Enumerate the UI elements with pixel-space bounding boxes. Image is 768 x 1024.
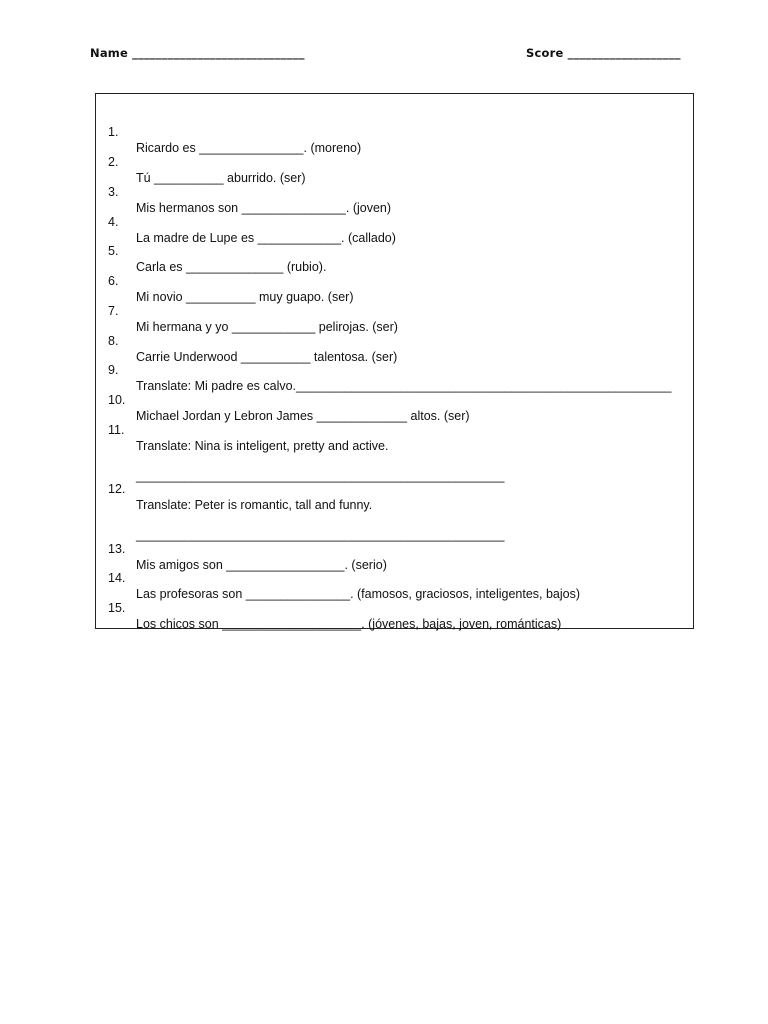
answer-blank: _____________________________________________________ bbox=[136, 469, 505, 483]
name-field-label: Name _____________________________ bbox=[90, 46, 305, 60]
question-text: Carla es ______________ (rubio). bbox=[136, 260, 327, 274]
question-number: 7. bbox=[108, 304, 119, 318]
question-number: 2. bbox=[108, 155, 119, 169]
question-text: La madre de Lupe es ____________. (callado) bbox=[136, 231, 396, 245]
question-number: 4. bbox=[108, 215, 119, 229]
question-number: 6. bbox=[108, 274, 119, 288]
question-text: Mis amigos son _________________. (serio) bbox=[136, 558, 387, 572]
question-text: Translate: Mi padre es calvo.______________________________________________________ bbox=[136, 379, 672, 393]
question-text: Michael Jordan y Lebron James _____________ altos. (ser) bbox=[136, 409, 470, 423]
question-text: Ricardo es _______________. (moreno) bbox=[136, 141, 362, 155]
question-number: 8. bbox=[108, 334, 119, 348]
question-text: Mis hermanos son _______________. (joven) bbox=[136, 201, 392, 215]
question-text: Los chicos son ____________________. (jóvenes, bajas, joven, románticas) bbox=[136, 617, 562, 631]
answer-blank: _____________________________________________________ bbox=[136, 528, 505, 542]
question-list-box bbox=[95, 93, 694, 629]
question-number: 5. bbox=[108, 244, 119, 258]
question-number: 10. bbox=[108, 393, 126, 407]
question-number: 15. bbox=[108, 601, 126, 615]
question-number: 11. bbox=[108, 423, 125, 437]
question-text: Mi hermana y yo ____________ pelirojas. (ser) bbox=[136, 320, 398, 334]
question-text: Mi novio __________ muy guapo. (ser) bbox=[136, 290, 354, 304]
score-field-label: Score ___________________ bbox=[526, 46, 681, 60]
question-text: Carrie Underwood __________ talentosa. (ser) bbox=[136, 350, 398, 364]
question-number: 1. bbox=[108, 125, 119, 139]
question-text: Translate: Nina is inteligent, pretty and active. bbox=[136, 439, 389, 453]
question-number: 14. bbox=[108, 571, 126, 585]
question-number: 12. bbox=[108, 482, 126, 496]
question-number: 13. bbox=[108, 542, 126, 556]
question-number: 3. bbox=[108, 185, 119, 199]
question-text: Las profesoras son _______________. (famosos, graciosos, inteligentes, bajos) bbox=[136, 587, 581, 601]
question-number: 9. bbox=[108, 363, 119, 377]
question-text: Translate: Peter is romantic, tall and funny. bbox=[136, 498, 373, 512]
question-text: Tú __________ aburrido. (ser) bbox=[136, 171, 306, 185]
